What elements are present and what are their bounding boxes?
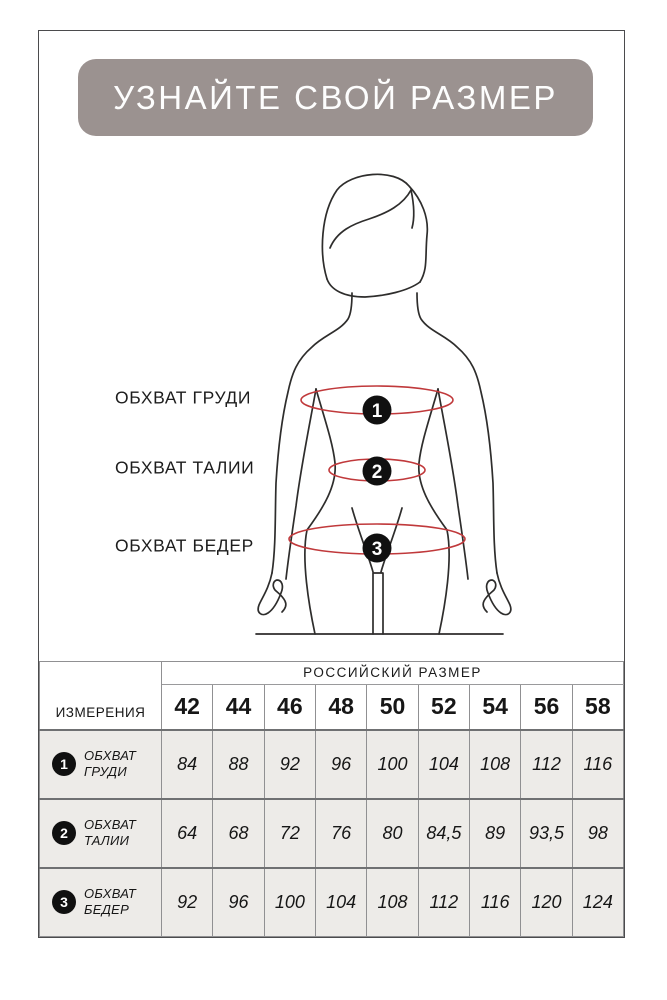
waist-measure-label: ОБХВАТ ТАЛИИ [115, 457, 255, 478]
chest-value-46: 92 [264, 730, 315, 799]
right-neck-shoulder-arm [417, 293, 497, 573]
hips-value-52: 112 [418, 868, 469, 937]
hips-value-50: 108 [367, 868, 418, 937]
hips-value-54: 116 [470, 868, 521, 937]
size-table [39, 661, 624, 937]
waist-value-44: 68 [213, 799, 264, 868]
waist-value-50: 80 [367, 799, 418, 868]
chest-value-44: 88 [213, 730, 264, 799]
chest-value-54: 108 [470, 730, 521, 799]
hips-row-label-cell [40, 868, 162, 937]
hips-measure-label: ОБХВАТ БЕДЕР [115, 535, 254, 556]
waist-row-label: ОБХВАТ ТАЛИИ [84, 816, 137, 848]
hips-row-badge: 3 [52, 890, 76, 914]
right-inner-arm [438, 389, 468, 579]
waist-value-46: 72 [264, 799, 315, 868]
waist-row-label-cell [40, 799, 162, 868]
russian-size-header-label: РОССИЙСКИЙ РАЗМЕР [303, 665, 482, 680]
marker-3-number: 3 [371, 539, 383, 560]
size-52-cell: 52 [418, 685, 469, 730]
size-44-cell: 44 [213, 685, 264, 730]
page-title: УЗНАЙТЕ СВОЙ РАЗМЕР [113, 78, 558, 116]
waist-value-48: 76 [316, 799, 367, 868]
chest-value-48: 96 [316, 730, 367, 799]
waist-row [40, 799, 624, 868]
hips-value-46: 100 [264, 868, 315, 937]
chest-value-58: 116 [572, 730, 623, 799]
chest-value-42: 84 [162, 730, 213, 799]
chest-row [40, 730, 624, 799]
size-42-cell: 42 [162, 685, 213, 730]
marker-1-number: 1 [371, 401, 383, 422]
crotch-gap-line [373, 573, 383, 634]
size-54-cell: 54 [470, 685, 521, 730]
hips-value-58: 124 [572, 868, 623, 937]
chest-value-52: 104 [418, 730, 469, 799]
chest-row-label: ОБХВАТ ГРУДИ [84, 747, 137, 779]
body-diagram-section [39, 31, 624, 664]
size-58-cell: 58 [572, 685, 623, 730]
left-inner-arm [286, 389, 316, 579]
size-56-cell: 56 [521, 685, 572, 730]
russian-size-header-cell [162, 662, 624, 685]
waist-value-58: 98 [572, 799, 623, 868]
chest-value-56: 112 [521, 730, 572, 799]
left-neck-shoulder-arm [272, 293, 352, 573]
waist-value-54: 89 [470, 799, 521, 868]
waist-value-52: 84,5 [418, 799, 469, 868]
chest-row-badge: 1 [52, 752, 76, 776]
face-outline [327, 279, 420, 297]
hips-row [40, 868, 624, 937]
waist-value-56: 93,5 [521, 799, 572, 868]
right-hand [483, 573, 511, 615]
marker-2-number: 2 [371, 462, 383, 483]
measure-header-cell [40, 662, 162, 730]
waist-row-badge: 2 [52, 821, 76, 845]
measure-header-label: ИЗМЕРЕНИЯ [55, 704, 146, 720]
chest-value-50: 100 [367, 730, 418, 799]
size-46-cell: 46 [264, 685, 315, 730]
female-body-outline-illustration [231, 161, 521, 641]
hips-value-44: 96 [213, 868, 264, 937]
chest-measure-label: ОБХВАТ ГРУДИ [115, 387, 252, 408]
left-hand [258, 573, 286, 615]
hair-strand-line [411, 190, 414, 228]
hair-fringe-line [330, 190, 411, 248]
waist-value-42: 64 [162, 799, 213, 868]
hips-value-48: 104 [316, 868, 367, 937]
size-50-cell: 50 [367, 685, 418, 730]
content-frame [38, 30, 625, 938]
hips-value-42: 92 [162, 868, 213, 937]
hips-value-56: 120 [521, 868, 572, 937]
size-48-cell: 48 [316, 685, 367, 730]
hips-row-label: ОБХВАТ БЕДЕР [84, 886, 137, 918]
chest-row-label-cell [40, 730, 162, 799]
